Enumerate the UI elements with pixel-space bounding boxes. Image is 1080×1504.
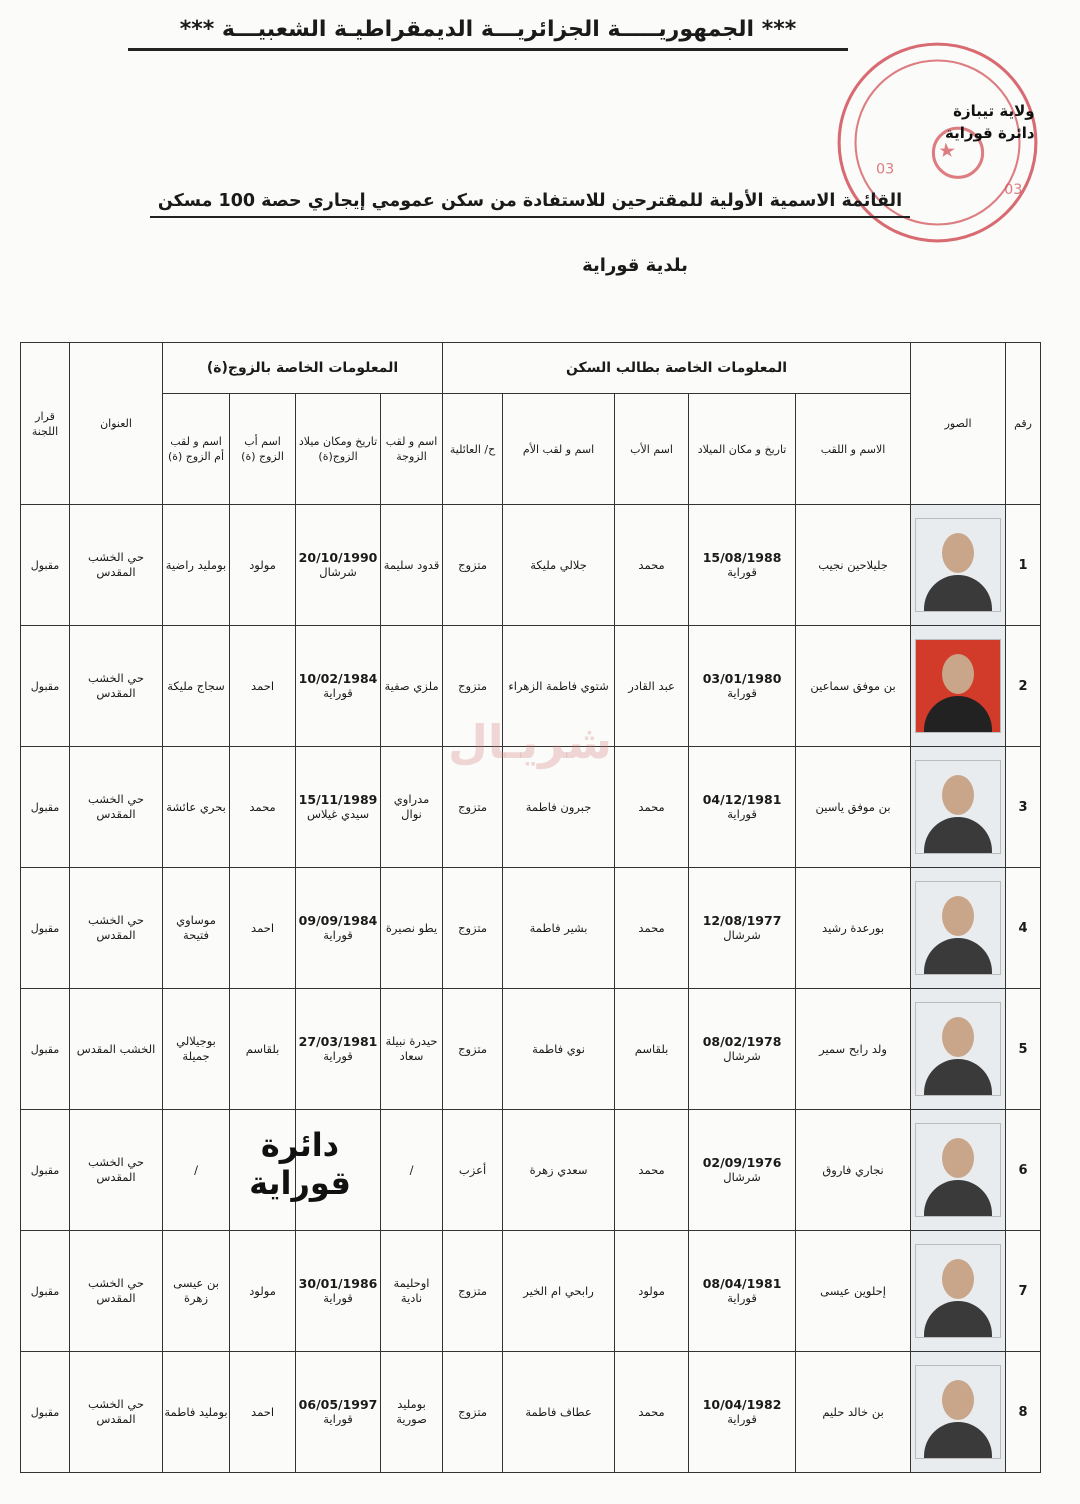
birth-date: 10/04/1982 [702,1397,782,1412]
row-spouse-name: يطو نصيرة [381,868,443,989]
birth-place: شرشال [723,1049,761,1063]
applicant-photo [915,639,1001,733]
row-spouse-mother: بحري عائشة [163,747,230,868]
row-mother: جبرون فاطمة [503,747,615,868]
row-family: متزوج [443,1231,503,1352]
row-family: متزوج [443,1352,503,1473]
row-spouse-birth [296,747,381,868]
birth-date: 08/04/1981 [702,1276,782,1291]
row-num: 4 [1006,868,1041,989]
row-name: إحلوين عيسى [796,1231,911,1352]
row-spouse-birth [296,1231,381,1352]
spouse-birth-date: 20/10/1990 [298,550,378,565]
row-father: محمد [615,868,689,989]
birth-place: قوراية [727,686,757,700]
row-num: 7 [1006,1231,1041,1352]
row-spouse-mother: بن عيسى زهرة [163,1231,230,1352]
row-name: بورعدة رشيد [796,868,911,989]
row-birth [689,1352,796,1473]
birth-date: 03/01/1980 [702,671,782,686]
row-address: حي الخشب المقدس [70,747,163,868]
municipality-label: بلدية قوراية [582,255,688,276]
watermark: شريـال [447,715,613,769]
row-spouse-name: اوحليمة نادية [381,1231,443,1352]
row-address: حي الخشب المقدس [70,505,163,626]
row-name: بن موفق سماعين [796,626,911,747]
row-address: حي الخشب المقدس [70,1231,163,1352]
spouse-birth-place: قوراية [323,1291,353,1305]
row-birth [689,505,796,626]
row-father: محمد [615,1110,689,1231]
birth-place: قوراية [727,1412,757,1426]
row-photo [911,747,1006,868]
row-photo [911,1352,1006,1473]
row-father: محمد [615,1352,689,1473]
col-birth: تاريخ و مكان الميلاد [689,394,796,505]
spouse-birth-date: 06/05/1997 [298,1397,378,1412]
row-decision: مقبول [21,1110,70,1231]
birth-place: شرشال [723,928,761,942]
row-mother: نوي فاطمة [503,989,615,1110]
stamp-line-daira: دائرة قوراية [945,124,1035,142]
row-spouse-mother: بومليد راضية [163,505,230,626]
republic-header: *** الجمهوريـــــة الجزائريـــة الديمقراطيـة الشعبيـــة *** [128,12,848,51]
table-row [21,868,1041,989]
spouse-birth-date: 10/02/1984 [298,671,378,686]
col-family: ح/ العائلية [443,394,503,505]
row-spouse-name: مدراوي نوال [381,747,443,868]
col-father: اسم الأب [615,394,689,505]
row-decision: مقبول [21,868,70,989]
row-spouse-birth [296,989,381,1110]
table-row [21,1352,1041,1473]
table-row [21,505,1041,626]
col-spouse-birth: تاريخ ومكان ميلاد الزوج(ة) [296,394,381,505]
table-row [21,1110,1041,1231]
row-spouse-name: ملزي صفية [381,626,443,747]
document-title: القائمة الاسمية الأولية للمقترحين للاستفادة من سكن عمومي إيجاري حصة 100 مسكن [150,186,910,218]
row-photo [911,626,1006,747]
row-num: 8 [1006,1352,1041,1473]
row-birth [689,989,796,1110]
row-birth [689,747,796,868]
daira-overlay-text: دائرة قوراية [249,1126,351,1202]
applicant-photo [915,1123,1001,1217]
row-spouse-birth [296,868,381,989]
row-spouse-birth [296,505,381,626]
row-spouse-mother: موساوي فتيحة [163,868,230,989]
row-photo [911,1110,1006,1231]
row-num: 1 [1006,505,1041,626]
spouse-birth-place: قوراية [323,1412,353,1426]
row-family: متزوج [443,505,503,626]
row-birth [689,1231,796,1352]
row-mother: شتوي فاطمة الزهراء [503,626,615,747]
row-spouse-name: حيدرة نبيلة سعاد [381,989,443,1110]
row-num: 5 [1006,989,1041,1110]
applicant-photo [915,881,1001,975]
col-spouse-father: اسم أب الزوج (ة) [230,394,296,505]
row-family: متزوج [443,747,503,868]
row-spouse-name: بومليد صورية [381,1352,443,1473]
row-decision: مقبول [21,505,70,626]
birth-place: قوراية [727,807,757,821]
stamp-line-wilaya: ولاية تيبازة [953,102,1035,120]
row-spouse-father: مولود [230,505,296,626]
row-name: بن موفق ياسين [796,747,911,868]
row-family: أعزب [443,1110,503,1231]
row-birth [689,868,796,989]
row-photo [911,868,1006,989]
birth-place: قوراية [727,565,757,579]
table-row [21,989,1041,1110]
row-name: بن خالد حليم [796,1352,911,1473]
row-family: متزوج [443,989,503,1110]
applicant-photo [915,518,1001,612]
row-father: مولود [615,1231,689,1352]
row-spouse-father: احمد [230,868,296,989]
row-photo [911,505,1006,626]
birth-date: 15/08/1988 [702,550,782,565]
group-applicant: المعلومات الخاصة بطالب السكن [443,343,911,394]
spouse-birth-place: قوراية [323,928,353,942]
row-birth [689,1110,796,1231]
applicant-photo [915,1002,1001,1096]
birth-date: 12/08/1977 [702,913,782,928]
spouse-birth-place: قوراية [323,686,353,700]
row-spouse-father: محمد [230,747,296,868]
row-decision: مقبول [21,1352,70,1473]
row-father: محمد [615,505,689,626]
col-address: العنوان [70,343,163,505]
row-father: عبد القادر [615,626,689,747]
svg-text:03: 03 [876,161,895,178]
row-father: بلقاسم [615,989,689,1110]
row-name: نجاري فاروق [796,1110,911,1231]
row-spouse-birth [296,1352,381,1473]
row-father: محمد [615,747,689,868]
row-family: متزوج [443,868,503,989]
row-address: حي الخشب المقدس [70,868,163,989]
birth-place: شرشال [723,1170,761,1184]
col-mother: اسم و لقب الأم [503,394,615,505]
row-spouse-father: احمد [230,1352,296,1473]
row-mother: بشير فاطمة [503,868,615,989]
spouse-birth-place: سيدي غيلاس [306,807,370,821]
row-decision: مقبول [21,626,70,747]
spouse-birth-place: قوراية [323,1049,353,1063]
row-mother: عطاف فاطمة [503,1352,615,1473]
col-num: رقم [1006,343,1041,505]
row-decision: مقبول [21,747,70,868]
row-address: الخشب المقدس [70,989,163,1110]
row-address: حي الخشب المقدس [70,1352,163,1473]
row-spouse-father: بلقاسم [230,989,296,1110]
row-photo [911,989,1006,1110]
birth-place: قوراية [727,1291,757,1305]
spouse-birth-date: 27/03/1981 [298,1034,378,1049]
row-photo [911,1231,1006,1352]
row-spouse-mother: بومليد فاطمة [163,1352,230,1473]
stamp-lines [945,100,1035,144]
spouse-birth-place: شرشال [319,565,357,579]
row-family: متزوج [443,626,503,747]
row-decision: مقبول [21,989,70,1110]
col-name: الاسم و اللقب [796,394,911,505]
row-address: حي الخشب المقدس [70,1110,163,1231]
birth-date: 04/12/1981 [702,792,782,807]
row-spouse-name: / [381,1110,443,1231]
row-spouse-mother: سجاج مليكة [163,626,230,747]
svg-text:03: 03 [1004,181,1023,198]
row-mother: رابحي ام الخير [503,1231,615,1352]
row-num: 2 [1006,626,1041,747]
applicant-photo [915,1365,1001,1459]
beneficiaries-table [20,342,1041,1473]
birth-date: 02/09/1976 [702,1155,782,1170]
applicant-photo [915,760,1001,854]
row-spouse-birth [296,626,381,747]
row-spouse-mother: بوجيلالي جميلة [163,989,230,1110]
col-photo: الصور [911,343,1006,505]
row-address: حي الخشب المقدس [70,626,163,747]
birth-date: 08/02/1978 [702,1034,782,1049]
row-mother: سعدي زهرة [503,1110,615,1231]
col-spouse-name: اسم و لقب الزوجة [381,394,443,505]
col-spouse-mother: اسم و لقب أم الزوج (ة) [163,394,230,505]
applicant-photo [915,1244,1001,1338]
row-spouse-father: مولود [230,1231,296,1352]
row-spouse-name: قدود سليمة [381,505,443,626]
row-name: جليلاحين نجيب [796,505,911,626]
spouse-birth-date: 30/01/1986 [298,1276,378,1291]
row-birth [689,626,796,747]
row-name: ولد رابح سمير [796,989,911,1110]
row-num: 6 [1006,1110,1041,1231]
row-spouse-father: احمد [230,626,296,747]
row-mother: جلالي مليكة [503,505,615,626]
spouse-birth-date: 15/11/1989 [298,792,378,807]
table-row [21,1231,1041,1352]
col-decision: قرار اللجنة [21,343,70,505]
row-num: 3 [1006,747,1041,868]
spouse-birth-date: 09/09/1984 [298,913,378,928]
row-spouse-mother: / [163,1110,230,1231]
row-decision: مقبول [21,1231,70,1352]
group-spouse: المعلومات الخاصة بالزوج(ة) [163,343,443,394]
